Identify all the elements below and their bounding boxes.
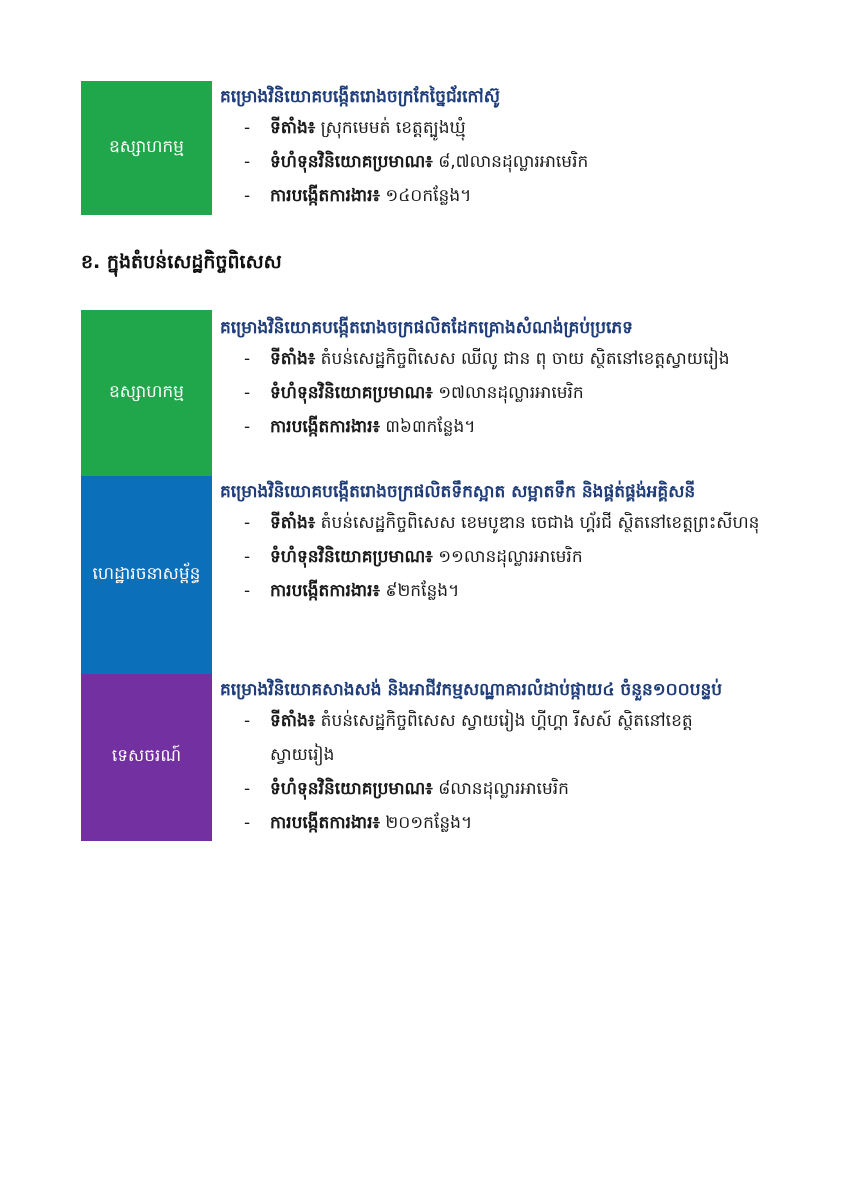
project-details bbox=[220, 83, 780, 213]
location-value: តំបន់សេដ្ឋកិច្ចពិសេស ខេមបូឌាន ចេជាង ហ្គ័រជី ស្ថិតនៅខេត្តព្រះសីហនុ bbox=[320, 513, 760, 533]
sector-label: ឧស្សាហកម្ម bbox=[109, 136, 184, 157]
bullet-dash: - bbox=[244, 813, 251, 833]
bullet-dash: - bbox=[244, 417, 251, 437]
location-item bbox=[244, 704, 780, 772]
location-value: តំបន់សេដ្ឋកិច្ចពិសេស ឈីលូ ជាន ពុ ចាយ ស្ថិតនៅខេត្តស្វាយរៀង bbox=[320, 349, 730, 369]
jobs-label: ការបង្កើតការងារ៖ bbox=[270, 581, 380, 601]
bullet-dash: - bbox=[244, 581, 251, 601]
location-label: ទីតាំង៖ bbox=[270, 513, 316, 533]
project-title: គម្រោងវិនិយោគបង្កើតរោងចក្រផលិតទឹកស្អាត សម្អាតទឹក និងផ្គត់ផ្គង់អគ្គិសនី bbox=[220, 482, 696, 502]
project-title: គម្រោងវិនិយោគបង្កើតរោងចក្រកែច្នៃជ័រកៅស៊ូ bbox=[220, 87, 500, 107]
section-heading: ខ. ក្នុងតំបន់សេដ្ឋកិច្ចពិសេស bbox=[81, 251, 282, 273]
capital-value: ១១លានដុល្លារអាមេរិក bbox=[438, 547, 583, 567]
location-item bbox=[244, 506, 780, 540]
sector-label: ទេសចរណ៍ bbox=[111, 746, 182, 766]
location-value: ស្រុកមេមត់ ខេត្តត្បូងឃ្មុំ bbox=[320, 118, 466, 138]
jobs-value: ១៤០កន្លែង។ bbox=[385, 186, 472, 206]
location-label: ទីតាំង៖ bbox=[270, 349, 316, 369]
sector-label: ឧស្សាហកម្ម bbox=[109, 381, 184, 402]
sector-box-industry bbox=[81, 81, 212, 215]
jobs-label: ការបង្កើតការងារ៖ bbox=[270, 186, 380, 206]
location-item bbox=[244, 342, 780, 376]
capital-item bbox=[244, 145, 780, 179]
capital-label: ទំហំទុនវិនិយោគប្រមាណ៖ bbox=[270, 383, 433, 403]
sector-box-infrastructure bbox=[81, 476, 212, 674]
jobs-item bbox=[244, 410, 780, 444]
bullet-dash: - bbox=[244, 118, 251, 138]
capital-label: ទំហំទុនវិនិយោគប្រមាណ៖ bbox=[270, 152, 433, 172]
capital-item bbox=[244, 376, 780, 410]
location-label: ទីតាំង៖ bbox=[270, 118, 316, 138]
bullet-dash: - bbox=[244, 711, 251, 731]
project-details bbox=[220, 676, 780, 840]
bullet-dash: - bbox=[244, 152, 251, 172]
jobs-item bbox=[244, 806, 780, 840]
sector-label: ហេដ្ឋារចនាសម្ព័ន្ធ bbox=[92, 563, 201, 584]
jobs-label: ការបង្កើតការងារ៖ bbox=[270, 813, 380, 833]
sector-box-industry bbox=[81, 310, 212, 476]
jobs-value: ២០១កន្លែង។ bbox=[385, 813, 473, 833]
bullet-dash: - bbox=[244, 383, 251, 403]
jobs-item bbox=[244, 574, 780, 608]
jobs-item bbox=[244, 179, 780, 213]
project-details bbox=[220, 314, 780, 444]
capital-value: ៨លានដុល្លារអាមេរិក bbox=[438, 779, 569, 799]
project-details bbox=[220, 478, 780, 608]
project-title: គម្រោងវិនិយោគបង្កើតរោងចក្រផលិតដែកគ្រោងសំណង់គ្រប់ប្រភេទ bbox=[220, 318, 633, 338]
bullet-dash: - bbox=[244, 779, 251, 799]
sector-box-tourism bbox=[81, 674, 212, 841]
project-title: គម្រោងវិនិយោគសាងសង់ និងអាជីវកម្មសណ្ឋាគារលំដាប់ផ្កាយ៤ ចំនួន១០០បន្ទប់ bbox=[220, 680, 723, 700]
bullet-dash: - bbox=[244, 349, 251, 369]
jobs-value: ៣៦៣កន្លែង។ bbox=[385, 417, 476, 437]
capital-item bbox=[244, 540, 780, 574]
capital-value: ១៧លានដុល្លារអាមេរិក bbox=[438, 383, 584, 403]
location-item bbox=[244, 111, 780, 145]
jobs-value: ៩២កន្លែង។ bbox=[385, 581, 460, 601]
location-value: តំបន់សេដ្ឋកិច្ចពិសេស ស្វាយរៀង ហ្គីហ្គា រីសស៍ ស្ថិតនៅខេត្តស្វាយរៀង bbox=[270, 711, 693, 765]
jobs-label: ការបង្កើតការងារ៖ bbox=[270, 417, 380, 437]
bullet-dash: - bbox=[244, 186, 251, 206]
location-label: ទីតាំង៖ bbox=[270, 711, 316, 731]
bullet-dash: - bbox=[244, 513, 251, 533]
capital-item bbox=[244, 772, 780, 806]
capital-label: ទំហំទុនវិនិយោគប្រមាណ៖ bbox=[270, 779, 433, 799]
capital-value: ៨,៧លានដុល្លារអាមេរិក bbox=[438, 152, 589, 172]
bullet-dash: - bbox=[244, 547, 251, 567]
capital-label: ទំហំទុនវិនិយោគប្រមាណ៖ bbox=[270, 547, 433, 567]
